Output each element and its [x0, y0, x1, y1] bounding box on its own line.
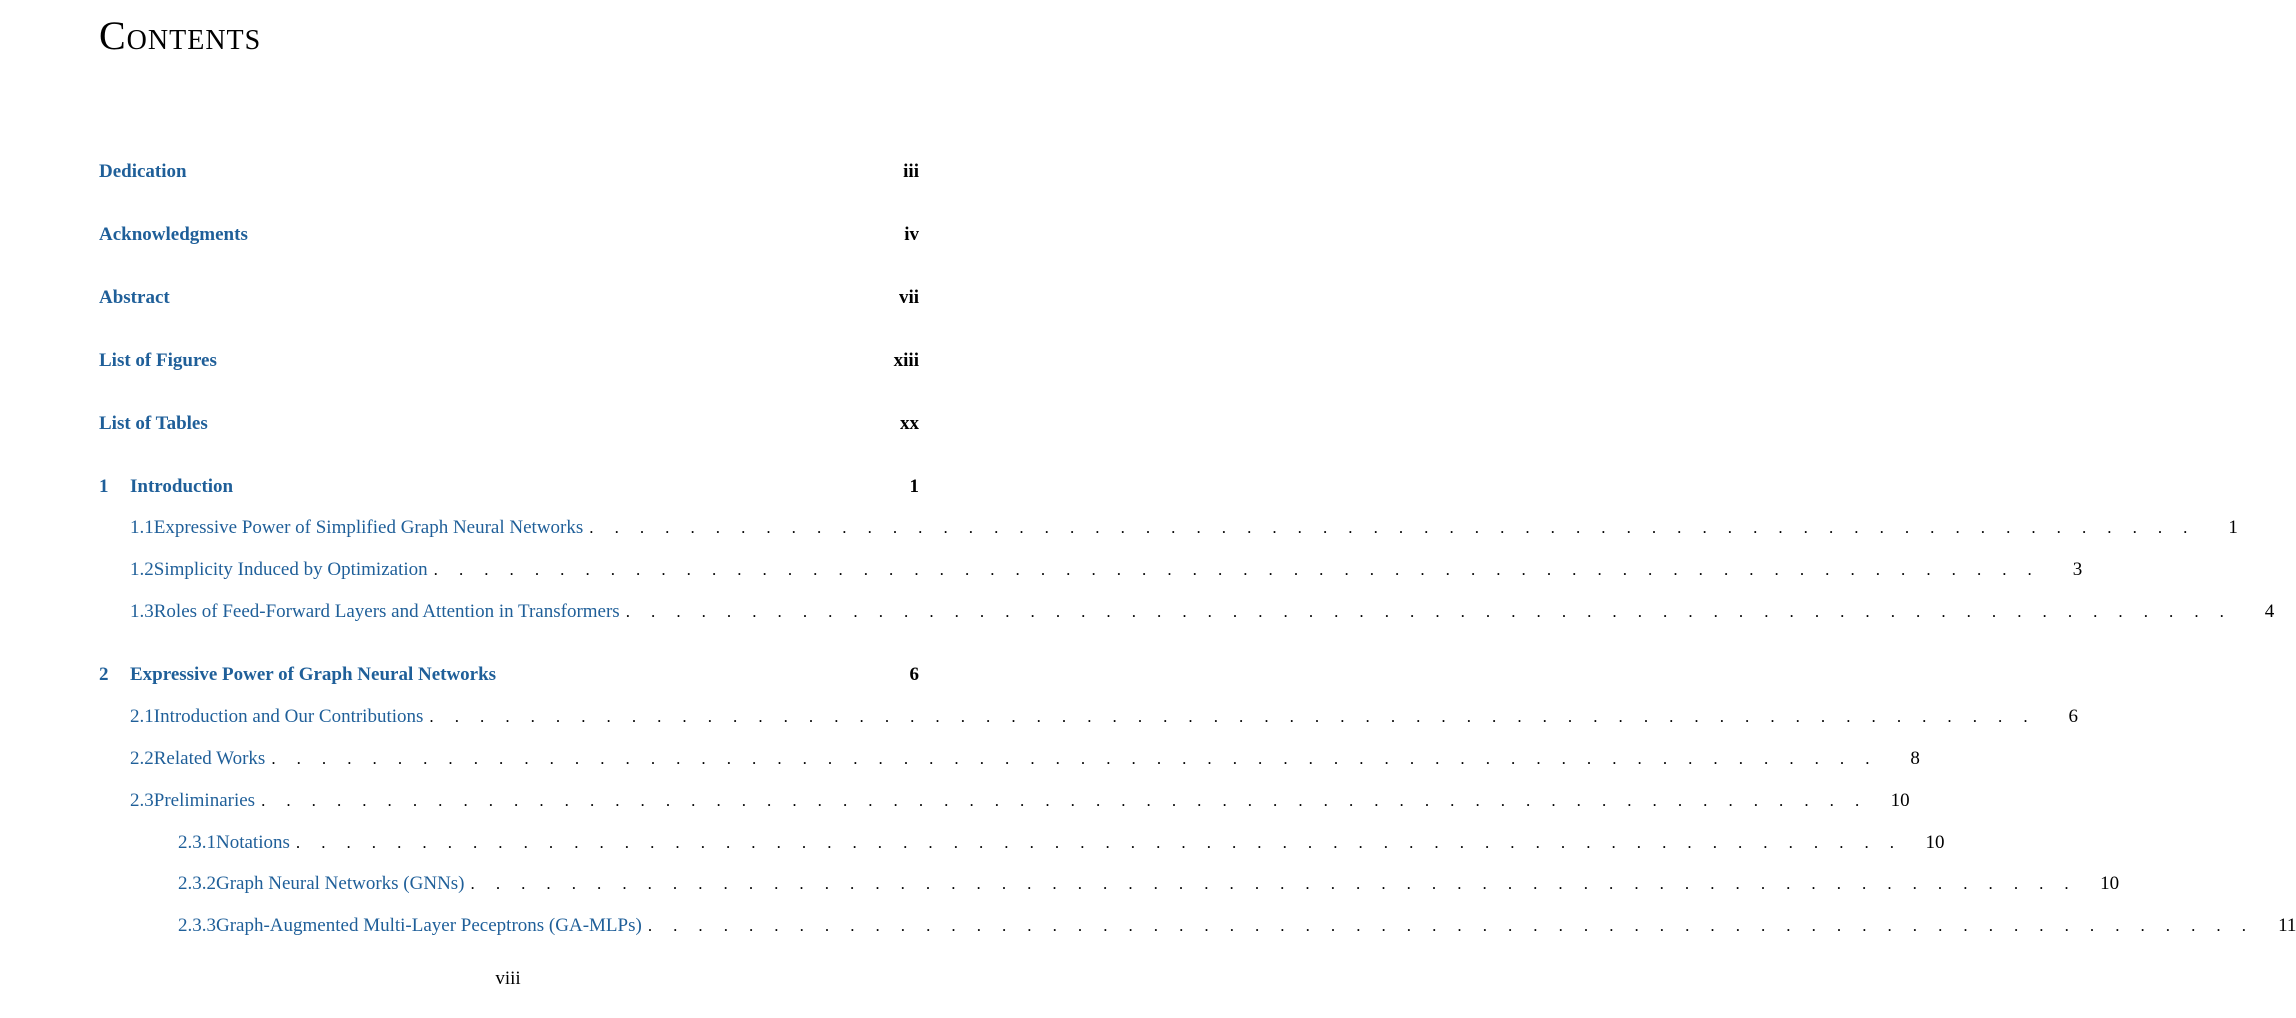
section-page: 1	[2228, 517, 2238, 538]
leader-dots: . . . . . . . . . . . . . . . . . . . . . . . . . . . . . . . . . . . . . . . . . . . . . . . . . . . . . . . . . . . . . . . .	[589, 518, 2196, 537]
subsection-number[interactable]: 2.3.2	[178, 873, 216, 894]
page-title: Contents	[99, 13, 262, 58]
section-number[interactable]: 1.2	[130, 559, 154, 580]
toc-entry-list-of-tables[interactable]	[99, 413, 919, 435]
leader-dots: . . . . . . . . . . . . . . . . . . . . . . . . . . . . . . . . . . . . . . . . . . . . . . . . . . . . . . . . . . . . . . . .	[470, 874, 2078, 893]
leader-dots: . . . . . . . . . . . . . . . . . . . . . . . . . . . . . . . . . . . . . . . . . . . . . . . . . . . . . . . . . . . . . . . .	[295, 833, 1903, 852]
subsection-page: 10	[1925, 832, 1945, 853]
toc-entry-page: xiii	[893, 350, 919, 371]
chapter-number[interactable]: 1	[99, 476, 109, 497]
toc-entry-page: xx	[900, 413, 919, 434]
toc-section-2-2[interactable]	[130, 748, 1920, 770]
subsection-number[interactable]: 2.3.1	[178, 832, 216, 853]
toc-entry-abstract[interactable]	[99, 287, 919, 309]
leader-dots: . . . . . . . . . . . . . . . . . . . . . . . . . . . . . . . . . . . . . . . . . . . . . . . . . . . . . . . . . . . . . . . .	[433, 560, 2041, 579]
section-number[interactable]: 2.2	[130, 748, 154, 769]
toc-section-1-2[interactable]	[130, 559, 2083, 581]
toc-entry-title[interactable]: List of Tables	[99, 413, 208, 434]
section-number[interactable]: 1.3	[130, 601, 154, 622]
toc-section-2-1[interactable]	[130, 706, 2078, 728]
toc-entry-title[interactable]: Acknowledgments	[99, 224, 248, 245]
section-title[interactable]: Expressive Power of Simplified Graph Neural Networks	[153, 517, 584, 538]
leader-dots: . . . . . . . . . . . . . . . . . . . . . . . . . . . . . . . . . . . . . . . . . . . . . . . . . . . . . . . . . . . . . . . .	[261, 791, 1868, 810]
leader-dots: . . . . . . . . . . . . . . . . . . . . . . . . . . . . . . . . . . . . . . . . . . . . . . . . . . . . . . . . . . . . . . . .	[271, 749, 1878, 768]
toc-chapter-2[interactable]	[99, 664, 919, 686]
toc-section-1-3[interactable]	[130, 601, 2275, 623]
toc-chapter-1[interactable]	[99, 476, 919, 498]
toc-subsection-2-3-2[interactable]	[178, 873, 2120, 895]
subsection-title[interactable]: Graph Neural Networks (GNNs)	[216, 873, 465, 894]
chapter-page: 6	[909, 664, 919, 685]
section-page: 4	[2264, 601, 2275, 622]
toc-entry-title[interactable]: Abstract	[99, 287, 170, 308]
section-number[interactable]: 2.3	[130, 790, 154, 811]
toc-entry-title[interactable]: List of Figures	[99, 350, 217, 371]
section-title[interactable]: Preliminaries	[153, 790, 256, 811]
toc-entry-page: iii	[903, 161, 919, 182]
toc-entry-page: vii	[898, 287, 919, 308]
section-title[interactable]: Simplicity Induced by Optimization	[153, 559, 428, 580]
leader-dots: . . . . . . . . . . . . . . . . . . . . . . . . . . . . . . . . . . . . . . . . . . . . . . . . . . . . . . . . . . . . . . . .	[625, 602, 2233, 621]
toc-entry-dedication[interactable]	[99, 161, 919, 183]
chapter-title[interactable]: Introduction	[130, 476, 234, 497]
subsection-page: 11	[2278, 915, 2296, 936]
toc-subsection-2-3-1[interactable]	[178, 832, 1945, 854]
subsection-number[interactable]: 2.3.3	[178, 915, 216, 936]
section-title[interactable]: Related Works	[153, 748, 266, 769]
section-number[interactable]: 2.1	[130, 706, 154, 727]
toc-entry-title[interactable]: Dedication	[99, 161, 187, 182]
section-page: 8	[1910, 748, 1920, 769]
toc-subsection-2-3-3[interactable]	[178, 915, 2296, 937]
subsection-title[interactable]: Graph-Augmented Multi-Layer Peceptrons (GA-MLPs)	[216, 915, 642, 936]
toc-section-2-3[interactable]	[130, 790, 1910, 812]
page-number: viii	[495, 968, 521, 989]
chapter-page: 1	[909, 476, 919, 497]
chapter-number[interactable]: 2	[99, 664, 109, 685]
subsection-title[interactable]: Notations	[216, 832, 290, 853]
toc-entry-page: iv	[904, 224, 919, 245]
section-title[interactable]: Introduction and Our Contributions	[153, 706, 424, 727]
section-page: 10	[1890, 790, 1910, 811]
toc-entry-acknowledgments[interactable]	[99, 224, 919, 246]
toc-section-1-1[interactable]	[130, 517, 2238, 539]
section-page: 3	[2072, 559, 2083, 580]
subsection-page: 10	[2100, 873, 2120, 894]
leader-dots: . . . . . . . . . . . . . . . . . . . . . . . . . . . . . . . . . . . . . . . . . . . . . . . . . . . . . . . . . . . . . . . .	[647, 916, 2255, 935]
toc-entry-list-of-figures[interactable]	[99, 350, 919, 372]
section-page: 6	[2068, 706, 2078, 727]
section-number[interactable]: 1.1	[130, 517, 154, 538]
leader-dots: . . . . . . . . . . . . . . . . . . . . . . . . . . . . . . . . . . . . . . . . . . . . . . . . . . . . . . . . . . . . . . . .	[429, 707, 2036, 726]
section-title[interactable]: Roles of Feed-Forward Layers and Attention in Transformers	[153, 601, 620, 622]
chapter-title[interactable]: Expressive Power of Graph Neural Networks	[130, 664, 497, 685]
